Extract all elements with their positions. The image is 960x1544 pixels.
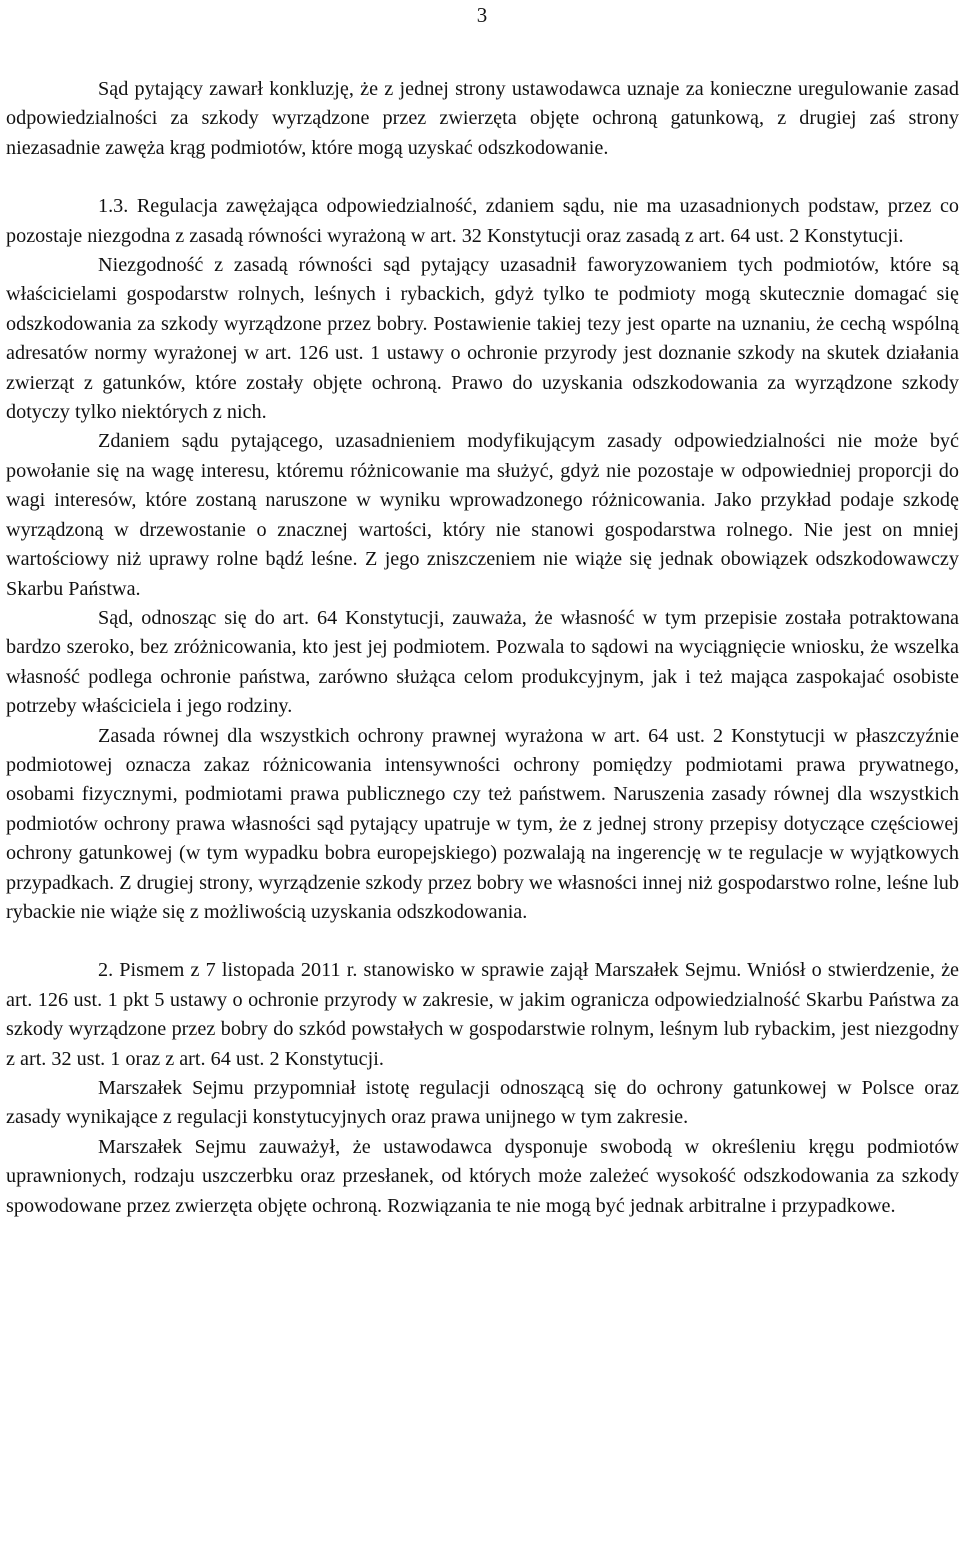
- paragraph-marshal-observation: Marszałek Sejmu zauważył, że ustawodawca dysponuje swobodą w określeniu kręgu podmiotów uprawnionych, rodzaju uszczerbku oraz przesłanek, od których może zależeć wysokość odszkodowania za szkody spowodowane przez zwierzęta objęte ochroną. Rozwiązania te nie mogą być jednak arbitralne i przypadkowe.: [6, 1135, 959, 1217]
- section-2: [6, 956, 959, 1221]
- document-body: [6, 75, 959, 1221]
- paragraph-court-opinion: Zdaniem sądu pytającego, uzasadnieniem modyfikującym zasady odpowiedzialności nie może być powołanie się na wagę interesu, któremu różnicowanie ma służyć, gdyż nie pozostaje w odpowiedniej proporcji do wagi interesów, które zostaną naruszone w wyniku wprowadzonego różnicowania. Jako przykład podaje szkodę wyrządzoną w drzewostanie o znacznej wartości, który nie stanowi gospodarstwa rolnego. Nie jest on mniej wartościowy niż uprawy rolne bądź leśne. Z jego zniszczeniem nie wiąże się jednak obowiązek odszkodowawczy Skarbu Państwa.: [6, 430, 959, 600]
- paragraph-equality: Niezgodność z zasadą równości sąd pytający uzasadnił faworyzowaniem tych podmiotów, które są właścicielami gospodarstw rolnych, leśnych i rybackich, gdyż tylko te podmioty mogą skutecznie domagać się odszkodowania za szkody wyrządzone przez bobry. Postawienie takiej tezy jest oparte na uznaniu, że cechą wspólną adresatów normy wyrażonej w art. 126 ust. 1 ustawy o ochronie przyrody jest doznanie szkody na skutek działania zwierząt z gatunków, które zostały objęte ochroną. Prawo do uzyskania odszkodowania za wyrządzone szkody dotyczy tylko niektórych z nich.: [6, 254, 959, 424]
- paragraph-conclusion: Sąd pytający zawarł konkluzję, że z jednej strony ustawodawca uznaje za konieczne uregulowanie zasad odpowiedzialności za szkody wyrządzone przez zwierzęta objęte ochroną gatunkową, z drugiej zaś strony niezasadnie zawęża krąg podmiotów, które mogą uzyskać odszkodowanie.: [6, 78, 959, 159]
- paragraph-equal-protection: Zasada równej dla wszystkich ochrony prawnej wyrażona w art. 64 ust. 2 Konstytucji w płaszczyźnie podmiotowej oznacza zakaz różnicowania intensywności ochrony pomiędzy podmiotami prawa prywatnego, osobami fizycznymi, podmiotami prawa publicznego czy też państwem. Naruszenia zasady równej dla wszystkich podmiotów ochrony prawa własności sąd pytający upatruje w tym, że z jednej strony przepisy dotyczące częściowej ochrony gatunkowej (w tym wypadku bobra europejskiego) pozwalają na ingerencję w te regulacje w wyjątkowych przypadkach. Z drugiej strony, wyrządzenie szkody przez bobry we własności innej niż gospodarstwo rolne, leśne lub rybackie nie wiąże się z możliwością uzyskania odszkodowania.: [6, 724, 959, 923]
- paragraph-section-heading: 1.3. Regulacja zawężająca odpowiedzialność, zdaniem sądu, nie ma uzasadnionych podstaw, przez co pozostaje niezgodna z zasadą równości wyrażoną w art. 32 Konstytucji oraz zasadą z art. 64 ust. 2 Konstytucji.: [6, 195, 959, 247]
- paragraph-marshal-reminder: Marszałek Sejmu przypomniał istotę regulacji odnoszącą się do ochrony gatunkowej w Polsce oraz zasady wynikające z regulacji konstytucyjnych oraz prawa unijnego w tym zakresie.: [6, 1077, 959, 1129]
- paragraph-article-64: Sąd, odnosząc się do art. 64 Konstytucji, zauważa, że własność w tym przepisie została potraktowana bardzo szeroko, bez zróżnicowania, kto jest jej podmiotem. Pozwala to sądowi na wyciągnięcie wniosku, że wszelka własność podlega ochronie państwa, zarówno służąca celom produkcyjnym, jak i też mająca zaspokajać osobiste potrzeby właściciela i jego rodziny.: [6, 606, 959, 718]
- page-number: 3: [476, 3, 488, 27]
- section-1-3: [6, 192, 959, 927]
- paragraph-marshal-letter: 2. Pismem z 7 listopada 2011 r. stanowisko w sprawie zajął Marszałek Sejmu. Wniósł o stwierdzenie, że art. 126 ust. 1 pkt 5 ustawy o ochronie przyrody w zakresie, w jakim ogranicza odpowiedzialność Skarbu Państwa za szkody wyrządzone przez bobry do szkód powstałych w gospodarstwie rolnym, leśnym lub rybackim, jest niezgodny z art. 32 ust. 1 oraz z art. 64 ust. 2 Konstytucji.: [6, 959, 959, 1070]
